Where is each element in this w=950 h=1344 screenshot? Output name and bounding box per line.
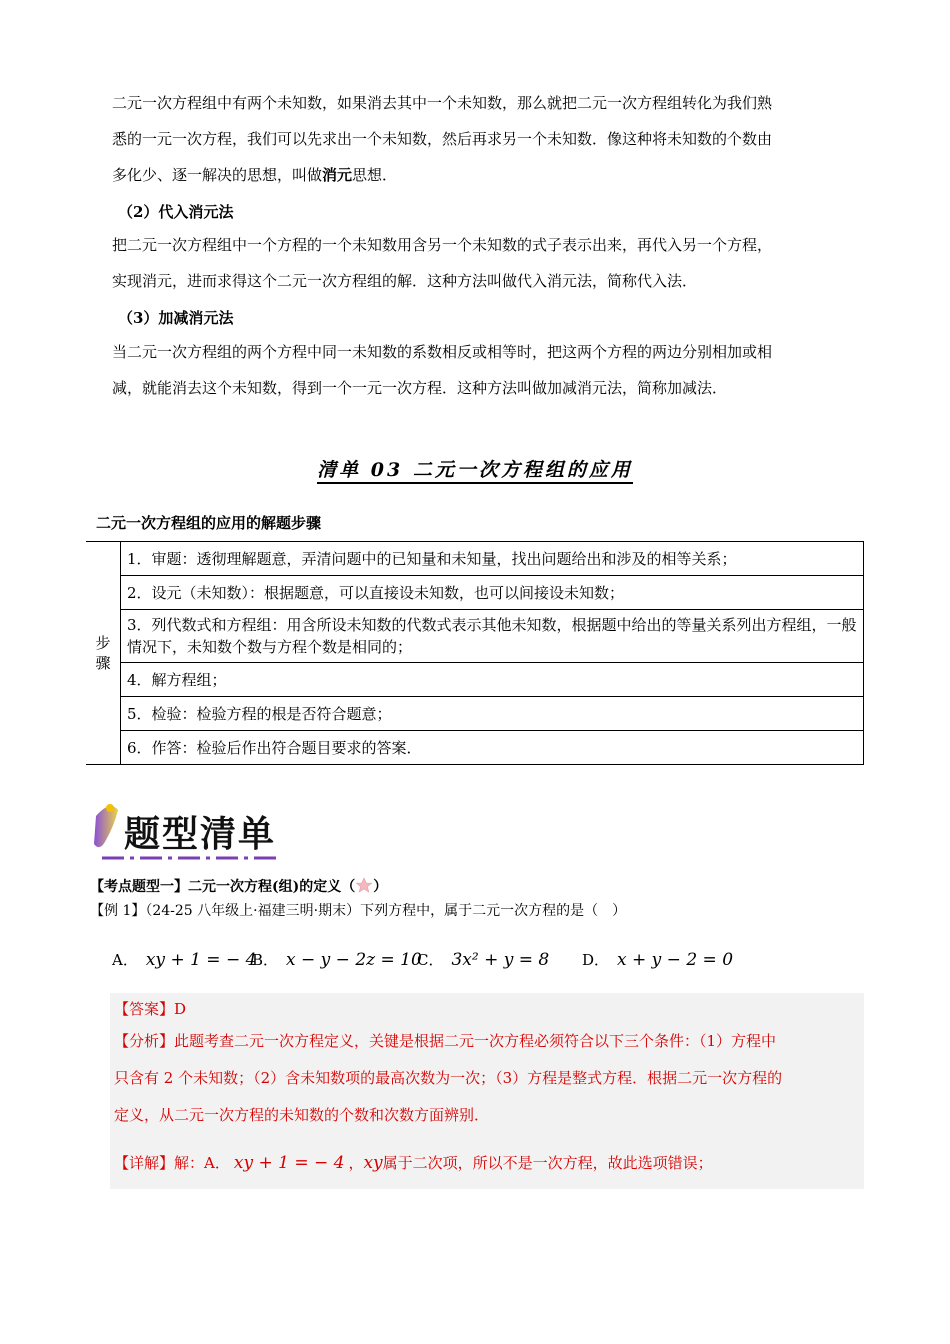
detail-conclusion: 属于二次项，所以不是一次方程，故此选项错误； xyxy=(382,1154,713,1172)
option-a-label: A． xyxy=(112,951,138,969)
intro-line-3-end: 思想． xyxy=(352,166,398,184)
step-cell: 6．作答：检验后作出符合题目要求的答案． xyxy=(121,731,864,765)
analysis-line-1: 【分析】此题考查二元一次方程定义，关键是根据二元一次方程必须符合以下三个条件：（1）方程中 xyxy=(114,1032,777,1050)
analysis-line-3: 定义，从二元一次方程的未知数的个数和次数方面辨别． xyxy=(114,1106,490,1124)
intro-paragraph xyxy=(112,85,864,193)
option-c-expr: 3x² + y = 8 xyxy=(451,950,550,970)
intro-line-1: 二元一次方程组中有两个未知数，如果消去其中一个未知数，那么就把二元一次方程组转化为我们熟 xyxy=(112,94,773,112)
question-types-banner xyxy=(88,796,288,866)
substitution-line-1: 把二元一次方程组中一个方程的一个未知数用含另一个未知数的式子表示出来，再代入另一个方程， xyxy=(112,236,773,254)
table-row xyxy=(86,731,864,765)
option-d[interactable] xyxy=(582,949,733,970)
banner-swirl-icon xyxy=(94,806,118,847)
elimination-line-2: 减，就能消去这个未知数，得到一个一元一次方程．这种方法叫做加减消元法，简称加减法． xyxy=(112,379,728,397)
section-title xyxy=(0,455,950,482)
question-type-heading-end: ） xyxy=(373,879,388,895)
answer-box xyxy=(110,993,864,1189)
substitution-paragraph xyxy=(112,227,864,299)
table-row xyxy=(86,697,864,731)
sub-heading-elimination: （3）加减消元法 xyxy=(118,309,234,327)
elimination-line-1: 当二元一次方程组的两个方程中同一未知数的系数相反或相等时，把这两个方程的两边分别相加或相 xyxy=(112,343,773,361)
analysis-line-2: 只含有 2 个未知数；（2）含未知数项的最高次数为一次；（3）方程是整式方程．根据二元一次方程的 xyxy=(114,1069,783,1087)
step-cell: 2．设元（未知数）：根据题意，可以直接设未知数，也可以间接设未知数； xyxy=(121,576,864,610)
option-b[interactable] xyxy=(252,949,422,970)
step-cell: 1．审题：透彻理解题意，弄清问题中的已知量和未知量，找出问题给出和涉及的相等关系； xyxy=(121,542,864,576)
intro-bold-term: 消元 xyxy=(322,166,353,184)
detail-tag: 【详解】 xyxy=(114,1154,175,1172)
detail-comma: ， xyxy=(348,1154,364,1172)
elimination-paragraph xyxy=(112,334,864,406)
detail-expression: xy + 1 = − 4 xyxy=(233,1153,345,1173)
detail-line xyxy=(114,1147,862,1180)
option-c[interactable] xyxy=(417,949,549,970)
example-prompt: 【例 1】（24-25 八年级上·福建三明·期末）下列方程中，属于二元一次方程的是（ ） xyxy=(90,903,627,919)
section-title-text: 清单 03 二元一次方程组的应用 xyxy=(317,459,633,484)
table-row xyxy=(86,576,864,610)
answer-line: 【答案】D xyxy=(114,1000,187,1018)
banner-star-icon xyxy=(106,804,114,812)
step-cell: 3．列代数式和方程组：用含所设未知数的代数式表示其他未知数，根据题中给出的等量关系列出方程组，一般情况下，未知数个数与方程个数是相同的； xyxy=(121,610,864,663)
table-row xyxy=(86,663,864,697)
detail-variable: xy xyxy=(363,1153,383,1173)
option-a[interactable] xyxy=(112,949,256,970)
option-b-label: B． xyxy=(252,951,279,969)
intro-line-3 xyxy=(112,157,864,193)
question-type-heading xyxy=(90,876,387,896)
step-cell: 4．解方程组； xyxy=(121,663,864,697)
banner-text: 题型清单 xyxy=(124,813,277,855)
table-row xyxy=(86,610,864,663)
difficulty-star-icon xyxy=(355,877,373,893)
detail-prefix: 解：A． xyxy=(174,1154,230,1172)
option-b-expr: x − y − 2z = 10 xyxy=(286,950,422,970)
option-c-label: C． xyxy=(417,951,444,969)
table-row xyxy=(86,542,864,576)
option-d-expr: x + y − 2 = 0 xyxy=(617,950,734,970)
option-d-label: D． xyxy=(582,951,610,969)
question-type-heading-text: 【考点题型一】二元一次方程(组)的定义（ xyxy=(90,879,356,895)
steps-heading: 二元一次方程组的应用的解题步骤 xyxy=(96,514,322,532)
substitution-line-2: 实现消元，进而求得这个二元一次方程组的解．这种方法叫做代入消元法，简称代入法． xyxy=(112,272,698,290)
steps-table xyxy=(86,541,864,765)
intro-line-2: 悉的一元一次方程，我们可以先求出一个未知数，然后再求另一个未知数．像这种将未知数的个数由 xyxy=(112,130,773,148)
steps-label: 步骤 xyxy=(86,542,121,765)
intro-line-3-text: 多化少、逐一解决的思想，叫做 xyxy=(112,166,323,184)
sub-heading-substitution: （2）代入消元法 xyxy=(118,203,234,221)
option-a-expr: xy + 1 = − 4 xyxy=(145,950,257,970)
step-cell: 5．检验：检验方程的根是否符合题意； xyxy=(121,697,864,731)
